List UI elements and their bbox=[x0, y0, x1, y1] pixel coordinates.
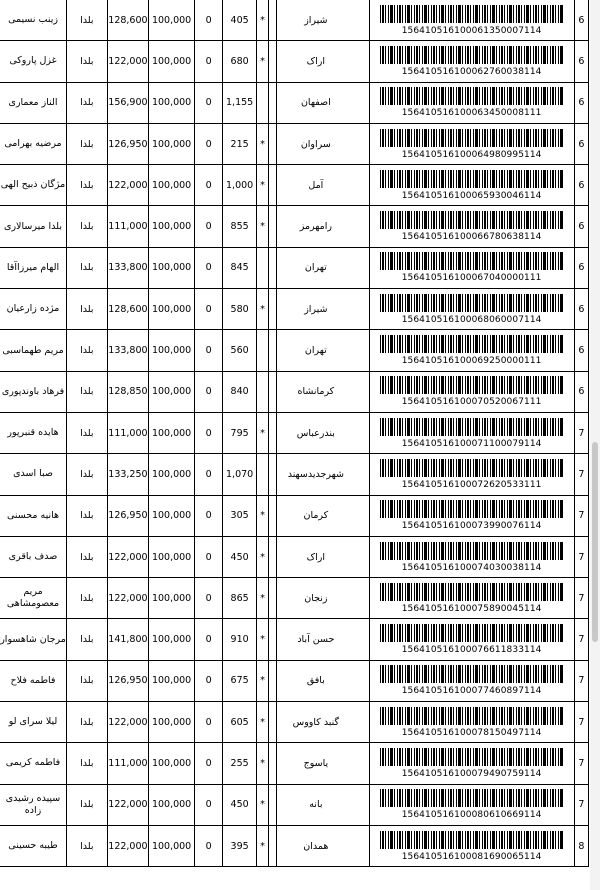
tracking-code: 156410516100067040000111 bbox=[401, 273, 542, 284]
count-cell: 1,070 bbox=[223, 454, 257, 495]
recipient-name: مژگان ذبیح الهی bbox=[0, 165, 67, 206]
barcode-graphic bbox=[380, 500, 564, 518]
recipient-name: صدف باقری bbox=[0, 536, 67, 577]
recipient-name: مریم معصومشاهی bbox=[0, 578, 67, 619]
tracking-code: 156410516100077460897114 bbox=[401, 686, 542, 697]
city-cell: یاسوج bbox=[277, 743, 369, 784]
tracking-code: 156410516100068060007114 bbox=[401, 314, 542, 325]
barcode-graphic bbox=[380, 129, 564, 147]
table-row bbox=[0, 743, 589, 784]
count-cell: 795 bbox=[223, 412, 257, 453]
count-cell: 450 bbox=[223, 784, 257, 825]
zero-cell: 0 bbox=[194, 619, 222, 660]
tracking-code: 156410516100064980995114 bbox=[401, 149, 542, 160]
barcode-cell bbox=[369, 619, 574, 660]
base-amount-cell: 100,000 bbox=[149, 82, 195, 123]
city-cell: حسن آباد bbox=[277, 619, 369, 660]
amount-cell: 111,000 bbox=[107, 743, 149, 784]
base-amount-cell: 100,000 bbox=[149, 536, 195, 577]
barcode-cell bbox=[369, 536, 574, 577]
empty-cell bbox=[269, 247, 277, 288]
star-cell: * bbox=[256, 825, 268, 866]
table-row bbox=[0, 82, 589, 123]
recipient-name: صبا اسدی bbox=[0, 454, 67, 495]
status-cell: بلدا bbox=[67, 825, 108, 866]
status-cell: بلدا bbox=[67, 743, 108, 784]
amount-cell: 122,000 bbox=[107, 702, 149, 743]
sequence-cell: 6 bbox=[574, 289, 588, 330]
tracking-code: 156410516100080610669114 bbox=[401, 810, 542, 821]
sequence-cell: 7 bbox=[574, 412, 588, 453]
table-row bbox=[0, 247, 589, 288]
table-row bbox=[0, 454, 589, 495]
amount-cell: 126,950 bbox=[107, 123, 149, 164]
zero-cell: 0 bbox=[194, 0, 222, 41]
count-cell: 405 bbox=[223, 0, 257, 41]
barcode-cell bbox=[369, 0, 574, 41]
barcode-graphic bbox=[380, 542, 564, 560]
sequence-cell: 7 bbox=[574, 536, 588, 577]
recipient-name: لیلا سرای لو bbox=[0, 702, 67, 743]
empty-cell bbox=[269, 82, 277, 123]
table-row bbox=[0, 660, 589, 701]
sequence-cell: 7 bbox=[574, 743, 588, 784]
amount-cell: 122,000 bbox=[107, 41, 149, 82]
count-cell: 255 bbox=[223, 743, 257, 784]
city-cell: زنجان bbox=[277, 578, 369, 619]
amount-cell: 122,000 bbox=[107, 536, 149, 577]
star-cell: * bbox=[256, 702, 268, 743]
recipient-name: الناز معماری bbox=[0, 82, 67, 123]
status-cell: بلدا bbox=[67, 660, 108, 701]
barcode-graphic bbox=[380, 5, 564, 23]
zero-cell: 0 bbox=[194, 41, 222, 82]
zero-cell: 0 bbox=[194, 784, 222, 825]
amount-cell: 111,000 bbox=[107, 412, 149, 453]
vertical-scrollbar[interactable] bbox=[590, 0, 600, 890]
tracking-code: 156410516100079490759114 bbox=[401, 768, 542, 779]
sequence-cell: 6 bbox=[574, 371, 588, 412]
base-amount-cell: 100,000 bbox=[149, 784, 195, 825]
status-cell: بلدا bbox=[67, 619, 108, 660]
table-row bbox=[0, 619, 589, 660]
city-cell: سراوان bbox=[277, 123, 369, 164]
sequence-cell: 6 bbox=[574, 165, 588, 206]
barcode-graphic bbox=[380, 46, 564, 64]
sequence-cell: 7 bbox=[574, 454, 588, 495]
city-cell: کرمان bbox=[277, 495, 369, 536]
base-amount-cell: 100,000 bbox=[149, 206, 195, 247]
amount-cell: 122,000 bbox=[107, 784, 149, 825]
barcode-graphic bbox=[380, 831, 564, 849]
empty-cell bbox=[269, 619, 277, 660]
recipient-name: طیبه حسینی bbox=[0, 825, 67, 866]
zero-cell: 0 bbox=[194, 371, 222, 412]
amount-cell: 122,000 bbox=[107, 165, 149, 206]
zero-cell: 0 bbox=[194, 412, 222, 453]
recipient-name: مرضیه بهرامی bbox=[0, 123, 67, 164]
barcode-cell bbox=[369, 825, 574, 866]
recipient-name: بلدا میرسالاری bbox=[0, 206, 67, 247]
sequence-cell: 6 bbox=[574, 41, 588, 82]
empty-cell bbox=[269, 206, 277, 247]
star-cell bbox=[256, 247, 268, 288]
tracking-code: 156410516100078150497114 bbox=[401, 727, 542, 738]
empty-cell bbox=[269, 702, 277, 743]
star-cell: * bbox=[256, 0, 268, 41]
tracking-code: 156410516100074030038114 bbox=[401, 562, 542, 573]
status-cell: بلدا bbox=[67, 495, 108, 536]
status-cell: بلدا bbox=[67, 123, 108, 164]
star-cell bbox=[256, 371, 268, 412]
zero-cell: 0 bbox=[194, 536, 222, 577]
empty-cell bbox=[269, 0, 277, 41]
empty-cell bbox=[269, 454, 277, 495]
base-amount-cell: 100,000 bbox=[149, 41, 195, 82]
table-row bbox=[0, 206, 589, 247]
star-cell: * bbox=[256, 165, 268, 206]
empty-cell bbox=[269, 371, 277, 412]
star-cell: * bbox=[256, 619, 268, 660]
recipient-name: مرجان شاهسوار bbox=[0, 619, 67, 660]
status-cell: بلدا bbox=[67, 289, 108, 330]
count-cell: 865 bbox=[223, 578, 257, 619]
count-cell: 910 bbox=[223, 619, 257, 660]
barcode-graphic bbox=[380, 376, 564, 394]
tracking-code: 156410516100070520067111 bbox=[401, 397, 542, 408]
status-cell: بلدا bbox=[67, 165, 108, 206]
sequence-cell: 7 bbox=[574, 578, 588, 619]
barcode-cell bbox=[369, 41, 574, 82]
barcode-cell bbox=[369, 660, 574, 701]
sequence-cell: 7 bbox=[574, 660, 588, 701]
star-cell: * bbox=[256, 660, 268, 701]
zero-cell: 0 bbox=[194, 743, 222, 784]
status-cell: بلدا bbox=[67, 702, 108, 743]
base-amount-cell: 100,000 bbox=[149, 123, 195, 164]
amount-cell: 122,000 bbox=[107, 578, 149, 619]
count-cell: 680 bbox=[223, 41, 257, 82]
recipient-name: فاطمه فلاح bbox=[0, 660, 67, 701]
base-amount-cell: 100,000 bbox=[149, 702, 195, 743]
tracking-code: 156410516100076611833114 bbox=[401, 645, 542, 656]
empty-cell bbox=[269, 495, 277, 536]
city-cell: تهران bbox=[277, 247, 369, 288]
sequence-cell: 6 bbox=[574, 82, 588, 123]
recipient-name: هانیه محسنی bbox=[0, 495, 67, 536]
empty-cell bbox=[269, 165, 277, 206]
amount-cell: 128,600 bbox=[107, 289, 149, 330]
table-row bbox=[0, 412, 589, 453]
empty-cell bbox=[269, 330, 277, 371]
count-cell: 1,000 bbox=[223, 165, 257, 206]
city-cell: بندرعباس bbox=[277, 412, 369, 453]
tracking-code: 156410516100071100079114 bbox=[401, 438, 542, 449]
sequence-cell: 6 bbox=[574, 330, 588, 371]
zero-cell: 0 bbox=[194, 825, 222, 866]
zero-cell: 0 bbox=[194, 454, 222, 495]
base-amount-cell: 100,000 bbox=[149, 495, 195, 536]
sequence-cell: 6 bbox=[574, 123, 588, 164]
amount-cell: 156,900 bbox=[107, 82, 149, 123]
sequence-cell: 6 bbox=[574, 247, 588, 288]
barcode-cell bbox=[369, 82, 574, 123]
barcode-graphic bbox=[380, 748, 564, 766]
status-cell: بلدا bbox=[67, 330, 108, 371]
barcode-cell bbox=[369, 206, 574, 247]
status-cell: بلدا bbox=[67, 454, 108, 495]
status-cell: بلدا bbox=[67, 412, 108, 453]
barcode-graphic bbox=[380, 665, 564, 683]
recipient-name: الهام میرزاآقا bbox=[0, 247, 67, 288]
city-cell: اراک bbox=[277, 41, 369, 82]
table-row bbox=[0, 123, 589, 164]
barcode-graphic bbox=[380, 459, 564, 477]
zero-cell: 0 bbox=[194, 206, 222, 247]
empty-cell bbox=[269, 289, 277, 330]
table-row bbox=[0, 330, 589, 371]
table-row bbox=[0, 165, 589, 206]
status-cell: بلدا bbox=[67, 371, 108, 412]
barcode-graphic bbox=[380, 624, 564, 642]
base-amount-cell: 100,000 bbox=[149, 330, 195, 371]
city-cell: بانه bbox=[277, 784, 369, 825]
status-cell: بلدا bbox=[67, 82, 108, 123]
count-cell: 560 bbox=[223, 330, 257, 371]
barcode-graphic bbox=[380, 583, 564, 601]
count-cell: 840 bbox=[223, 371, 257, 412]
star-cell: * bbox=[256, 41, 268, 82]
table-row bbox=[0, 0, 589, 41]
barcode-cell bbox=[369, 123, 574, 164]
empty-cell bbox=[269, 743, 277, 784]
tracking-code: 156410516100061350007114 bbox=[401, 25, 542, 36]
tracking-code: 156410516100062760038114 bbox=[401, 66, 542, 77]
zero-cell: 0 bbox=[194, 123, 222, 164]
recipient-name: غزل پاروکی bbox=[0, 41, 67, 82]
count-cell: 855 bbox=[223, 206, 257, 247]
base-amount-cell: 100,000 bbox=[149, 454, 195, 495]
tracking-code: 156410516100065930046114 bbox=[401, 190, 542, 201]
recipient-name: مریم طهماسبی bbox=[0, 330, 67, 371]
empty-cell bbox=[269, 578, 277, 619]
base-amount-cell: 100,000 bbox=[149, 371, 195, 412]
sequence-cell: 7 bbox=[574, 619, 588, 660]
base-amount-cell: 100,000 bbox=[149, 412, 195, 453]
barcode-cell bbox=[369, 454, 574, 495]
star-cell: * bbox=[256, 536, 268, 577]
table-row bbox=[0, 289, 589, 330]
count-cell: 605 bbox=[223, 702, 257, 743]
star-cell: * bbox=[256, 123, 268, 164]
barcode-cell bbox=[369, 784, 574, 825]
scrollbar-thumb[interactable] bbox=[592, 442, 598, 642]
table-row bbox=[0, 825, 589, 866]
zero-cell: 0 bbox=[194, 660, 222, 701]
city-cell: اراک bbox=[277, 536, 369, 577]
base-amount-cell: 100,000 bbox=[149, 743, 195, 784]
sequence-cell: 8 bbox=[574, 825, 588, 866]
count-cell: 450 bbox=[223, 536, 257, 577]
city-cell: کرمانشاه bbox=[277, 371, 369, 412]
zero-cell: 0 bbox=[194, 330, 222, 371]
star-cell: * bbox=[256, 784, 268, 825]
star-cell: * bbox=[256, 289, 268, 330]
star-cell: * bbox=[256, 495, 268, 536]
amount-cell: 133,800 bbox=[107, 330, 149, 371]
table-row bbox=[0, 495, 589, 536]
count-cell: 580 bbox=[223, 289, 257, 330]
sequence-cell: 7 bbox=[574, 702, 588, 743]
star-cell: * bbox=[256, 206, 268, 247]
city-cell: آمل bbox=[277, 165, 369, 206]
zero-cell: 0 bbox=[194, 289, 222, 330]
base-amount-cell: 100,000 bbox=[149, 289, 195, 330]
base-amount-cell: 100,000 bbox=[149, 578, 195, 619]
status-cell: بلدا bbox=[67, 578, 108, 619]
city-cell: گنبد کاووس bbox=[277, 702, 369, 743]
city-cell: بافق bbox=[277, 660, 369, 701]
zero-cell: 0 bbox=[194, 702, 222, 743]
status-cell: بلدا bbox=[67, 536, 108, 577]
city-cell: شیراز bbox=[277, 0, 369, 41]
barcode-cell bbox=[369, 495, 574, 536]
recipient-name: مژده زارعیان bbox=[0, 289, 67, 330]
amount-cell: 128,600 bbox=[107, 0, 149, 41]
barcode-cell bbox=[369, 412, 574, 453]
zero-cell: 0 bbox=[194, 495, 222, 536]
empty-cell bbox=[269, 123, 277, 164]
table-row bbox=[0, 536, 589, 577]
empty-cell bbox=[269, 536, 277, 577]
star-cell bbox=[256, 454, 268, 495]
barcode-graphic bbox=[380, 252, 564, 270]
city-cell: تهران bbox=[277, 330, 369, 371]
recipient-name: سپیده رشیدی زاده bbox=[0, 784, 67, 825]
sequence-cell: 7 bbox=[574, 784, 588, 825]
base-amount-cell: 100,000 bbox=[149, 660, 195, 701]
tracking-code: 156410516100063450008111 bbox=[401, 108, 542, 119]
city-cell: رامهرمز bbox=[277, 206, 369, 247]
empty-cell bbox=[269, 41, 277, 82]
star-cell bbox=[256, 82, 268, 123]
barcode-cell bbox=[369, 743, 574, 784]
sequence-cell: 7 bbox=[574, 495, 588, 536]
barcode-graphic bbox=[380, 418, 564, 436]
empty-cell bbox=[269, 660, 277, 701]
amount-cell: 128,850 bbox=[107, 371, 149, 412]
recipient-name: فاطمه کریمی bbox=[0, 743, 67, 784]
table-row bbox=[0, 578, 589, 619]
tracking-code: 156410516100073990076114 bbox=[401, 521, 542, 532]
city-cell: اصفهان bbox=[277, 82, 369, 123]
base-amount-cell: 100,000 bbox=[149, 825, 195, 866]
barcode-cell bbox=[369, 578, 574, 619]
barcode-cell bbox=[369, 330, 574, 371]
count-cell: 215 bbox=[223, 123, 257, 164]
amount-cell: 126,950 bbox=[107, 495, 149, 536]
table-row bbox=[0, 784, 589, 825]
base-amount-cell: 100,000 bbox=[149, 165, 195, 206]
table-row bbox=[0, 41, 589, 82]
star-cell: * bbox=[256, 743, 268, 784]
recipient-name: زینب نسیمی bbox=[0, 0, 67, 41]
tracking-code: 156410516100081690065114 bbox=[401, 851, 542, 862]
table-row bbox=[0, 371, 589, 412]
sequence-cell: 6 bbox=[574, 206, 588, 247]
amount-cell: 133,800 bbox=[107, 247, 149, 288]
barcode-cell bbox=[369, 247, 574, 288]
zero-cell: 0 bbox=[194, 82, 222, 123]
barcode-graphic bbox=[380, 170, 564, 188]
recipient-name: فرهاد باوندپوری bbox=[0, 371, 67, 412]
count-cell: 675 bbox=[223, 660, 257, 701]
tracking-code: 156410516100072620533111 bbox=[401, 479, 542, 490]
zero-cell: 0 bbox=[194, 578, 222, 619]
star-cell: * bbox=[256, 412, 268, 453]
barcode-graphic bbox=[380, 211, 564, 229]
status-cell: بلدا bbox=[67, 41, 108, 82]
zero-cell: 0 bbox=[194, 247, 222, 288]
city-cell: همدان bbox=[277, 825, 369, 866]
barcode-cell bbox=[369, 371, 574, 412]
amount-cell: 133,250 bbox=[107, 454, 149, 495]
city-cell: شهرجدیدسهند bbox=[277, 454, 369, 495]
city-cell: شیراز bbox=[277, 289, 369, 330]
base-amount-cell: 100,000 bbox=[149, 247, 195, 288]
amount-cell: 111,000 bbox=[107, 206, 149, 247]
count-cell: 845 bbox=[223, 247, 257, 288]
empty-cell bbox=[269, 412, 277, 453]
table-row bbox=[0, 702, 589, 743]
barcode-graphic bbox=[380, 707, 564, 725]
barcode-cell bbox=[369, 289, 574, 330]
recipient-name: هایده قنبرپور bbox=[0, 412, 67, 453]
barcode-graphic bbox=[380, 294, 564, 312]
status-cell: بلدا bbox=[67, 0, 108, 41]
zero-cell: 0 bbox=[194, 165, 222, 206]
star-cell bbox=[256, 330, 268, 371]
barcode-graphic bbox=[380, 789, 564, 807]
amount-cell: 122,000 bbox=[107, 825, 149, 866]
tracking-code: 156410516100075890045114 bbox=[401, 603, 542, 614]
barcode-graphic bbox=[380, 335, 564, 353]
status-cell: بلدا bbox=[67, 247, 108, 288]
empty-cell bbox=[269, 784, 277, 825]
sequence-cell: 6 bbox=[574, 0, 588, 41]
base-amount-cell: 100,000 bbox=[149, 619, 195, 660]
tracking-code: 156410516100066780638114 bbox=[401, 232, 542, 243]
count-cell: 395 bbox=[223, 825, 257, 866]
base-amount-cell: 100,000 bbox=[149, 0, 195, 41]
count-cell: 305 bbox=[223, 495, 257, 536]
amount-cell: 126,950 bbox=[107, 660, 149, 701]
count-cell: 1,155 bbox=[223, 82, 257, 123]
amount-cell: 141,800 bbox=[107, 619, 149, 660]
barcode-cell bbox=[369, 702, 574, 743]
star-cell: * bbox=[256, 578, 268, 619]
status-cell: بلدا bbox=[67, 784, 108, 825]
barcode-graphic bbox=[380, 87, 564, 105]
barcode-cell bbox=[369, 165, 574, 206]
tracking-code: 156410516100069250000111 bbox=[401, 356, 542, 367]
status-cell: بلدا bbox=[67, 206, 108, 247]
empty-cell bbox=[269, 825, 277, 866]
